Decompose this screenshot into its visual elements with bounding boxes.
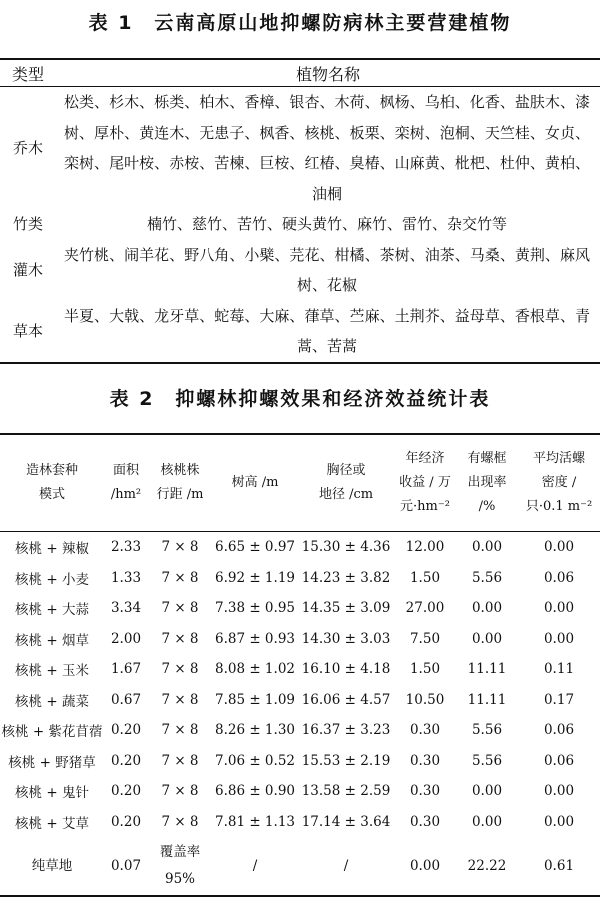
cell-height: 6.86 ± 0.90: [214, 783, 295, 800]
cell-area: 0.20: [110, 752, 142, 769]
cell-benefit: 0.30: [409, 722, 441, 739]
cell-benefit: 1.50: [409, 569, 441, 586]
cell-mode: 纯草地: [0, 837, 104, 896]
cell-snail-density: 0.61: [518, 837, 600, 896]
cell-area: 0.20: [110, 783, 142, 800]
row-plants: 夹竹桃、闹羊花、野八角、小檗、芫花、柑橘、茶树、油茶、马桑、黄荆、麻风树、花椒: [64, 245, 590, 294]
cell-height: 6.87 ± 0.93: [214, 630, 295, 647]
cell-diameter: /: [298, 837, 394, 896]
cell-snail-density: 0.06: [543, 569, 575, 586]
cell-spacing: 7 × 8: [161, 539, 199, 556]
cell-spacing: [148, 837, 212, 896]
table-row: [0, 563, 600, 594]
cell-snail-rate: 0.00: [471, 600, 503, 617]
cell-snail-rate: 0.00: [471, 630, 503, 647]
cell-snail-density: 0.06: [543, 722, 575, 739]
cell-spacing: 7 × 8: [161, 569, 199, 586]
cell-spacing: 7 × 8: [161, 783, 199, 800]
cell-spacing: 7 × 8: [161, 752, 199, 769]
header-line: 收益 / 万: [399, 475, 451, 490]
cell-mode: 核桃 + 玉米: [15, 663, 89, 680]
header-line: 核桃株: [160, 463, 200, 478]
plant-species-table: [0, 58, 600, 364]
cell-diameter: 13.58 ± 2.59: [301, 783, 391, 800]
cell-benefit: 12.00: [405, 539, 445, 556]
cell-spacing: 7 × 8: [161, 722, 199, 739]
cell-area: 3.34: [110, 600, 142, 617]
cell-line: 覆盖率: [159, 844, 201, 860]
header-height: 树高 /m: [212, 434, 298, 532]
header-line: 密度 /: [541, 475, 577, 490]
cell-snail-rate: 22.22: [456, 837, 518, 896]
cell-snail-density: 0.00: [543, 539, 575, 556]
header-line: 面积: [112, 463, 139, 478]
header-snail-density: [518, 434, 600, 532]
table-row: [0, 837, 600, 896]
row-plants: 松类、杉木、栎类、柏木、香樟、银杏、木荷、枫杨、乌桕、化香、盐肤木、漆树、厚朴、黄连木、无患子、枫香、核桃、板栗、栾树、泡桐、天竺桂、女贞、栾树、尾叶桉、赤桉、苦楝、巨桉、红椿、臭椿、山麻黄、枇杷、杜仲、黄柏、油桐: [64, 93, 590, 203]
row-type: 竹类: [12, 215, 43, 233]
cell-benefit: 0.30: [409, 783, 441, 800]
header-line: /%: [478, 499, 496, 514]
cell-snail-density: 0.00: [543, 783, 575, 800]
table-row: [0, 807, 600, 838]
cell-snail-rate: 5.56: [471, 722, 503, 739]
cell-diameter: 16.37 ± 3.23: [301, 722, 391, 739]
header-line: 元·hm⁻²: [400, 499, 450, 514]
cell-snail-density: 0.00: [543, 813, 575, 830]
table-row: [0, 87, 600, 210]
cell-height: 7.06 ± 0.52: [214, 752, 295, 769]
cell-area: 0.07: [104, 837, 148, 896]
table-row: [0, 532, 600, 563]
cell-snail-density: 0.00: [543, 600, 575, 617]
table2-body: [0, 532, 600, 897]
cell-spacing: 7 × 8: [161, 661, 199, 678]
cell-benefit: 7.50: [409, 630, 441, 647]
cell-mode: 核桃 + 紫花苜蓿: [1, 724, 103, 741]
header-line: /hm²: [110, 487, 142, 502]
cell-snail-rate: 0.00: [471, 539, 503, 556]
header-line: 平均活螺: [532, 451, 585, 466]
table1-title: 表 1 云南高原山地抑螺防病林主要营建植物: [88, 12, 512, 34]
header-mode: [0, 434, 104, 532]
cell-snail-rate: 11.11: [467, 661, 507, 678]
cell-benefit: 0.30: [409, 813, 441, 830]
header-line: 造林套种: [25, 463, 78, 478]
header-type: 类型: [0, 59, 56, 87]
cell-diameter: 15.30 ± 4.36: [301, 539, 391, 556]
cell-area: 2.33: [110, 539, 142, 556]
cell-benefit: 10.50: [405, 691, 445, 708]
header-line: 地径 /cm: [318, 487, 374, 502]
cell-height: /: [212, 837, 298, 896]
cell-height: 7.85 ± 1.09: [214, 691, 295, 708]
cell-benefit: 0.00: [394, 837, 456, 896]
table-row: [0, 746, 600, 777]
cell-diameter: 17.14 ± 3.64: [301, 813, 391, 830]
cell-mode: 核桃 + 小麦: [15, 571, 89, 588]
header-benefit: [394, 434, 456, 532]
cell-snail-rate: 0.00: [471, 813, 503, 830]
cell-diameter: 14.23 ± 3.82: [301, 569, 391, 586]
cell-spacing: 7 × 8: [161, 630, 199, 647]
cell-height: 7.38 ± 0.95: [214, 600, 295, 617]
cell-height: 6.65 ± 0.97: [214, 539, 295, 556]
header-snail-rate: [456, 434, 518, 532]
table1-header-row: [0, 59, 600, 87]
header-spacing: [148, 434, 212, 532]
cell-snail-rate: 11.11: [467, 691, 507, 708]
table-row: [0, 654, 600, 685]
row-type: 乔木: [12, 138, 43, 157]
cell-diameter: 15.53 ± 2.19: [301, 752, 391, 769]
header-area: [104, 434, 148, 532]
cell-benefit: 0.30: [409, 752, 441, 769]
cell-mode: 核桃 + 野猪草: [8, 754, 96, 771]
table-row: [0, 209, 600, 240]
row-type: 灌木: [12, 260, 43, 279]
row-type: 草本: [0, 301, 56, 363]
header-line: 胸径或: [326, 463, 366, 478]
cell-snail-density: 0.11: [543, 661, 575, 678]
header-line: 年经济: [405, 451, 445, 466]
cell-snail-density: 0.06: [543, 752, 575, 769]
cell-mode: 核桃 + 烟草: [15, 632, 89, 649]
cell-mode: 核桃 + 大蒜: [15, 602, 89, 619]
table-row: [0, 240, 600, 301]
cell-area: 0.67: [110, 691, 142, 708]
cell-snail-rate: 0.00: [471, 783, 503, 800]
table2-title: 表 2 抑螺林抑螺效果和经济效益统计表: [109, 388, 491, 410]
header-line: 出现率: [467, 475, 507, 490]
cell-mode: 核桃 + 辣椒: [15, 541, 89, 558]
cell-mode: 核桃 + 艾草: [15, 815, 89, 832]
cell-benefit: 1.50: [409, 661, 441, 678]
header-line: 有螺框: [467, 451, 507, 466]
cell-height: 8.26 ± 1.30: [214, 722, 295, 739]
row-plants: 半夏、大戟、龙牙草、蛇莓、大麻、葎草、苎麻、土荆芥、益母草、香根草、青蒿、苦蒿: [56, 301, 600, 363]
header-plant-names: 植物名称: [56, 59, 600, 87]
table-row: [0, 776, 600, 807]
table-row: [0, 624, 600, 655]
header-line: 模式: [38, 487, 65, 502]
cell-area: 1.67: [110, 661, 142, 678]
table-row: [0, 715, 600, 746]
cell-mode: 核桃 + 鬼针: [15, 785, 89, 802]
cell-benefit: 27.00: [405, 600, 445, 617]
cell-snail-rate: 5.56: [471, 569, 503, 586]
cell-height: 7.81 ± 1.13: [214, 813, 295, 830]
cell-height: 6.92 ± 1.19: [214, 569, 295, 586]
cell-area: 0.20: [110, 813, 142, 830]
cell-line: 95%: [164, 871, 195, 887]
cell-height: 8.08 ± 1.02: [214, 661, 295, 678]
cell-diameter: 14.30 ± 3.03: [301, 630, 391, 647]
cell-area: 2.00: [110, 630, 142, 647]
table2-header-row: [0, 434, 600, 532]
table-row: [0, 301, 600, 363]
cell-area: 1.33: [110, 569, 142, 586]
cell-spacing: 7 × 8: [161, 813, 199, 830]
table-row: [0, 685, 600, 716]
table-row: [0, 593, 600, 624]
cell-diameter: 14.35 ± 3.09: [301, 600, 391, 617]
header-line: 只·0.1 m⁻²: [525, 499, 593, 514]
row-plants: 楠竹、慈竹、苦竹、硬头黄竹、麻竹、雷竹、杂交竹等: [146, 215, 507, 233]
cell-diameter: 16.06 ± 4.57: [301, 691, 391, 708]
cell-spacing: 7 × 8: [161, 600, 199, 617]
cell-snail-rate: 5.56: [471, 752, 503, 769]
cell-snail-density: 0.00: [543, 630, 575, 647]
snail-control-benefit-table: [0, 433, 600, 897]
header-diameter: [298, 434, 394, 532]
cell-spacing: 7 × 8: [161, 691, 199, 708]
cell-area: 0.20: [110, 722, 142, 739]
cell-diameter: 16.10 ± 4.18: [301, 661, 391, 678]
header-line: 行距 /m: [156, 487, 204, 502]
cell-snail-density: 0.17: [543, 691, 575, 708]
cell-mode: 核桃 + 蔬菜: [15, 693, 89, 710]
